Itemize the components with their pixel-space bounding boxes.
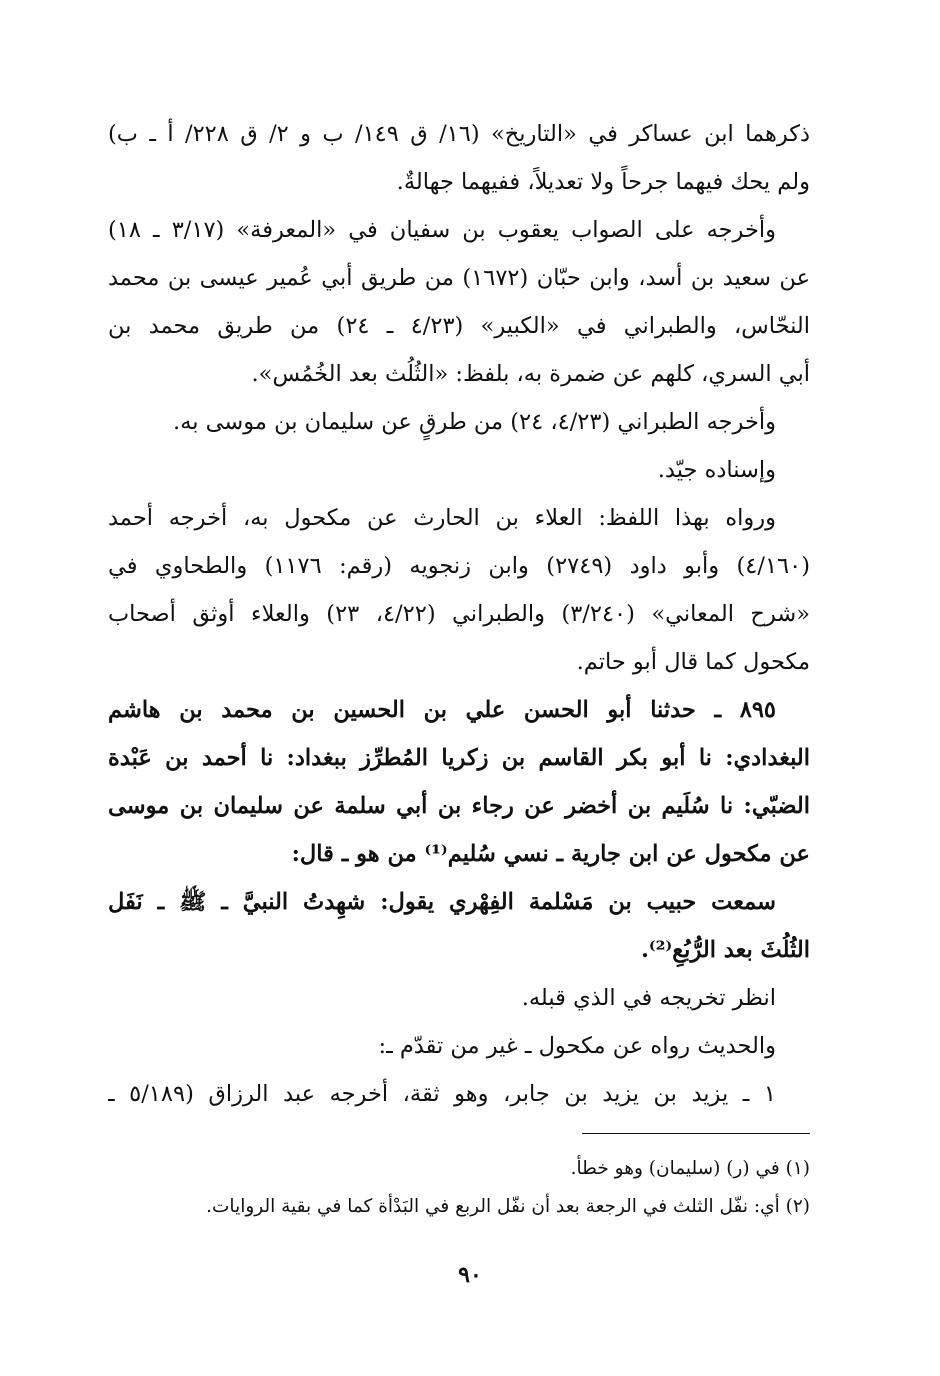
footnote-divider [582,1133,810,1134]
text-line: عن سعيد بن أسد، وابن حبّان (١٦٧٢) من طريق أبي عُمير عيسى بن محمد [108,265,810,291]
hadith-chain-line: عن مكحول عن ابن جارية ـ نسي سُليم⁽¹⁾ من هو ـ قال: [291,841,810,867]
text-line: (٤/١٦٠) وأبو داود (٢٧٤٩) وابن زنجويه (رقم: ١١٧٦) والطحاوي في [108,553,810,579]
footnote: (١) في (ر) (سليمان) وهو خطأ. [570,1158,810,1179]
page-number: ٩٠ [458,1262,482,1288]
text-line: ١ ـ يزيد بن يزيد بن جابر، وهو ثقة، أخرجه عبد الرزاق (٥/١٨٩ ـ [108,1081,776,1107]
text-line: النحّاس، والطبراني في «الكبير» (٤/٢٣ ـ ٢٤) من طريق محمد بن [108,313,810,339]
hadith-text-line: سمعت حبيب بن مَسْلمة الفِهْري يقول: شهِدتُ النبيَّ ـ ﷺ ـ نَفَل [108,889,776,915]
hadith-heading-line: ٨٩٥ ـ حدثنا أبو الحسن علي بن الحسين بن محمد بن هاشم [108,697,776,723]
text-line: ذكرهما ابن عساكر في «التاريخ» (١٦/ ق ١٤٩/ ب و ٢/ ق ٢٢٨/ أ ـ ب) [108,121,810,147]
text-line: والحديث رواه عن مكحول ـ غير من تقدّم ـ: [378,1033,776,1059]
hadith-text-line: الثُلُثَ بعد الرُّبُعِ⁽²⁾. [641,937,810,963]
text-line: أبي السري، كلهم عن ضمرة به، بلفظ: «الثُلُث بعد الخُمُس». [251,361,810,387]
main-text [108,110,810,1118]
text-line: انظر تخريجه في الذي قبله. [521,985,776,1011]
text-line: ولم يحك فيهما جرحاً ولا تعديلاً، ففيهما جهالةٌ. [396,169,810,195]
text-line: مكحول كما قال أبو حاتم. [576,649,810,675]
hadith-chain-line: البغدادي: نا أبو بكر القاسم بن زكريا المُطرِّز ببغداد: نا أحمد بن عَبْدة [108,745,810,771]
footnotes [120,1150,810,1226]
text-line: وإسناده جيّد. [657,457,776,483]
footnote: (٢) أي: نفّل الثلث في الرجعة بعد أن نفّل الربع في البَدْأة كما في بقية الروايات. [206,1196,810,1217]
hadith-chain-line: الضبّي: نا سُلَيم بن أخضر عن رجاء بن أبي سلمة عن سليمان بن موسى [108,793,810,819]
text-line: «شرح المعاني» (٣/٢٤٠) والطبراني (٤/٢٢، ٢٣) والعلاء أوثق أصحاب [108,601,810,627]
text-line: وأخرجه الطبراني (٤/٢٣، ٢٤) من طرقٍ عن سليمان بن موسى به. [173,409,776,435]
text-line: وأخرجه على الصواب يعقوب بن سفيان في «المعرفة» (٣/١٧ ـ ١٨) [108,217,776,243]
text-line: ورواه بهذا اللفظ: العلاء بن الحارث عن مكحول به، أخرجه أحمد [108,505,776,531]
